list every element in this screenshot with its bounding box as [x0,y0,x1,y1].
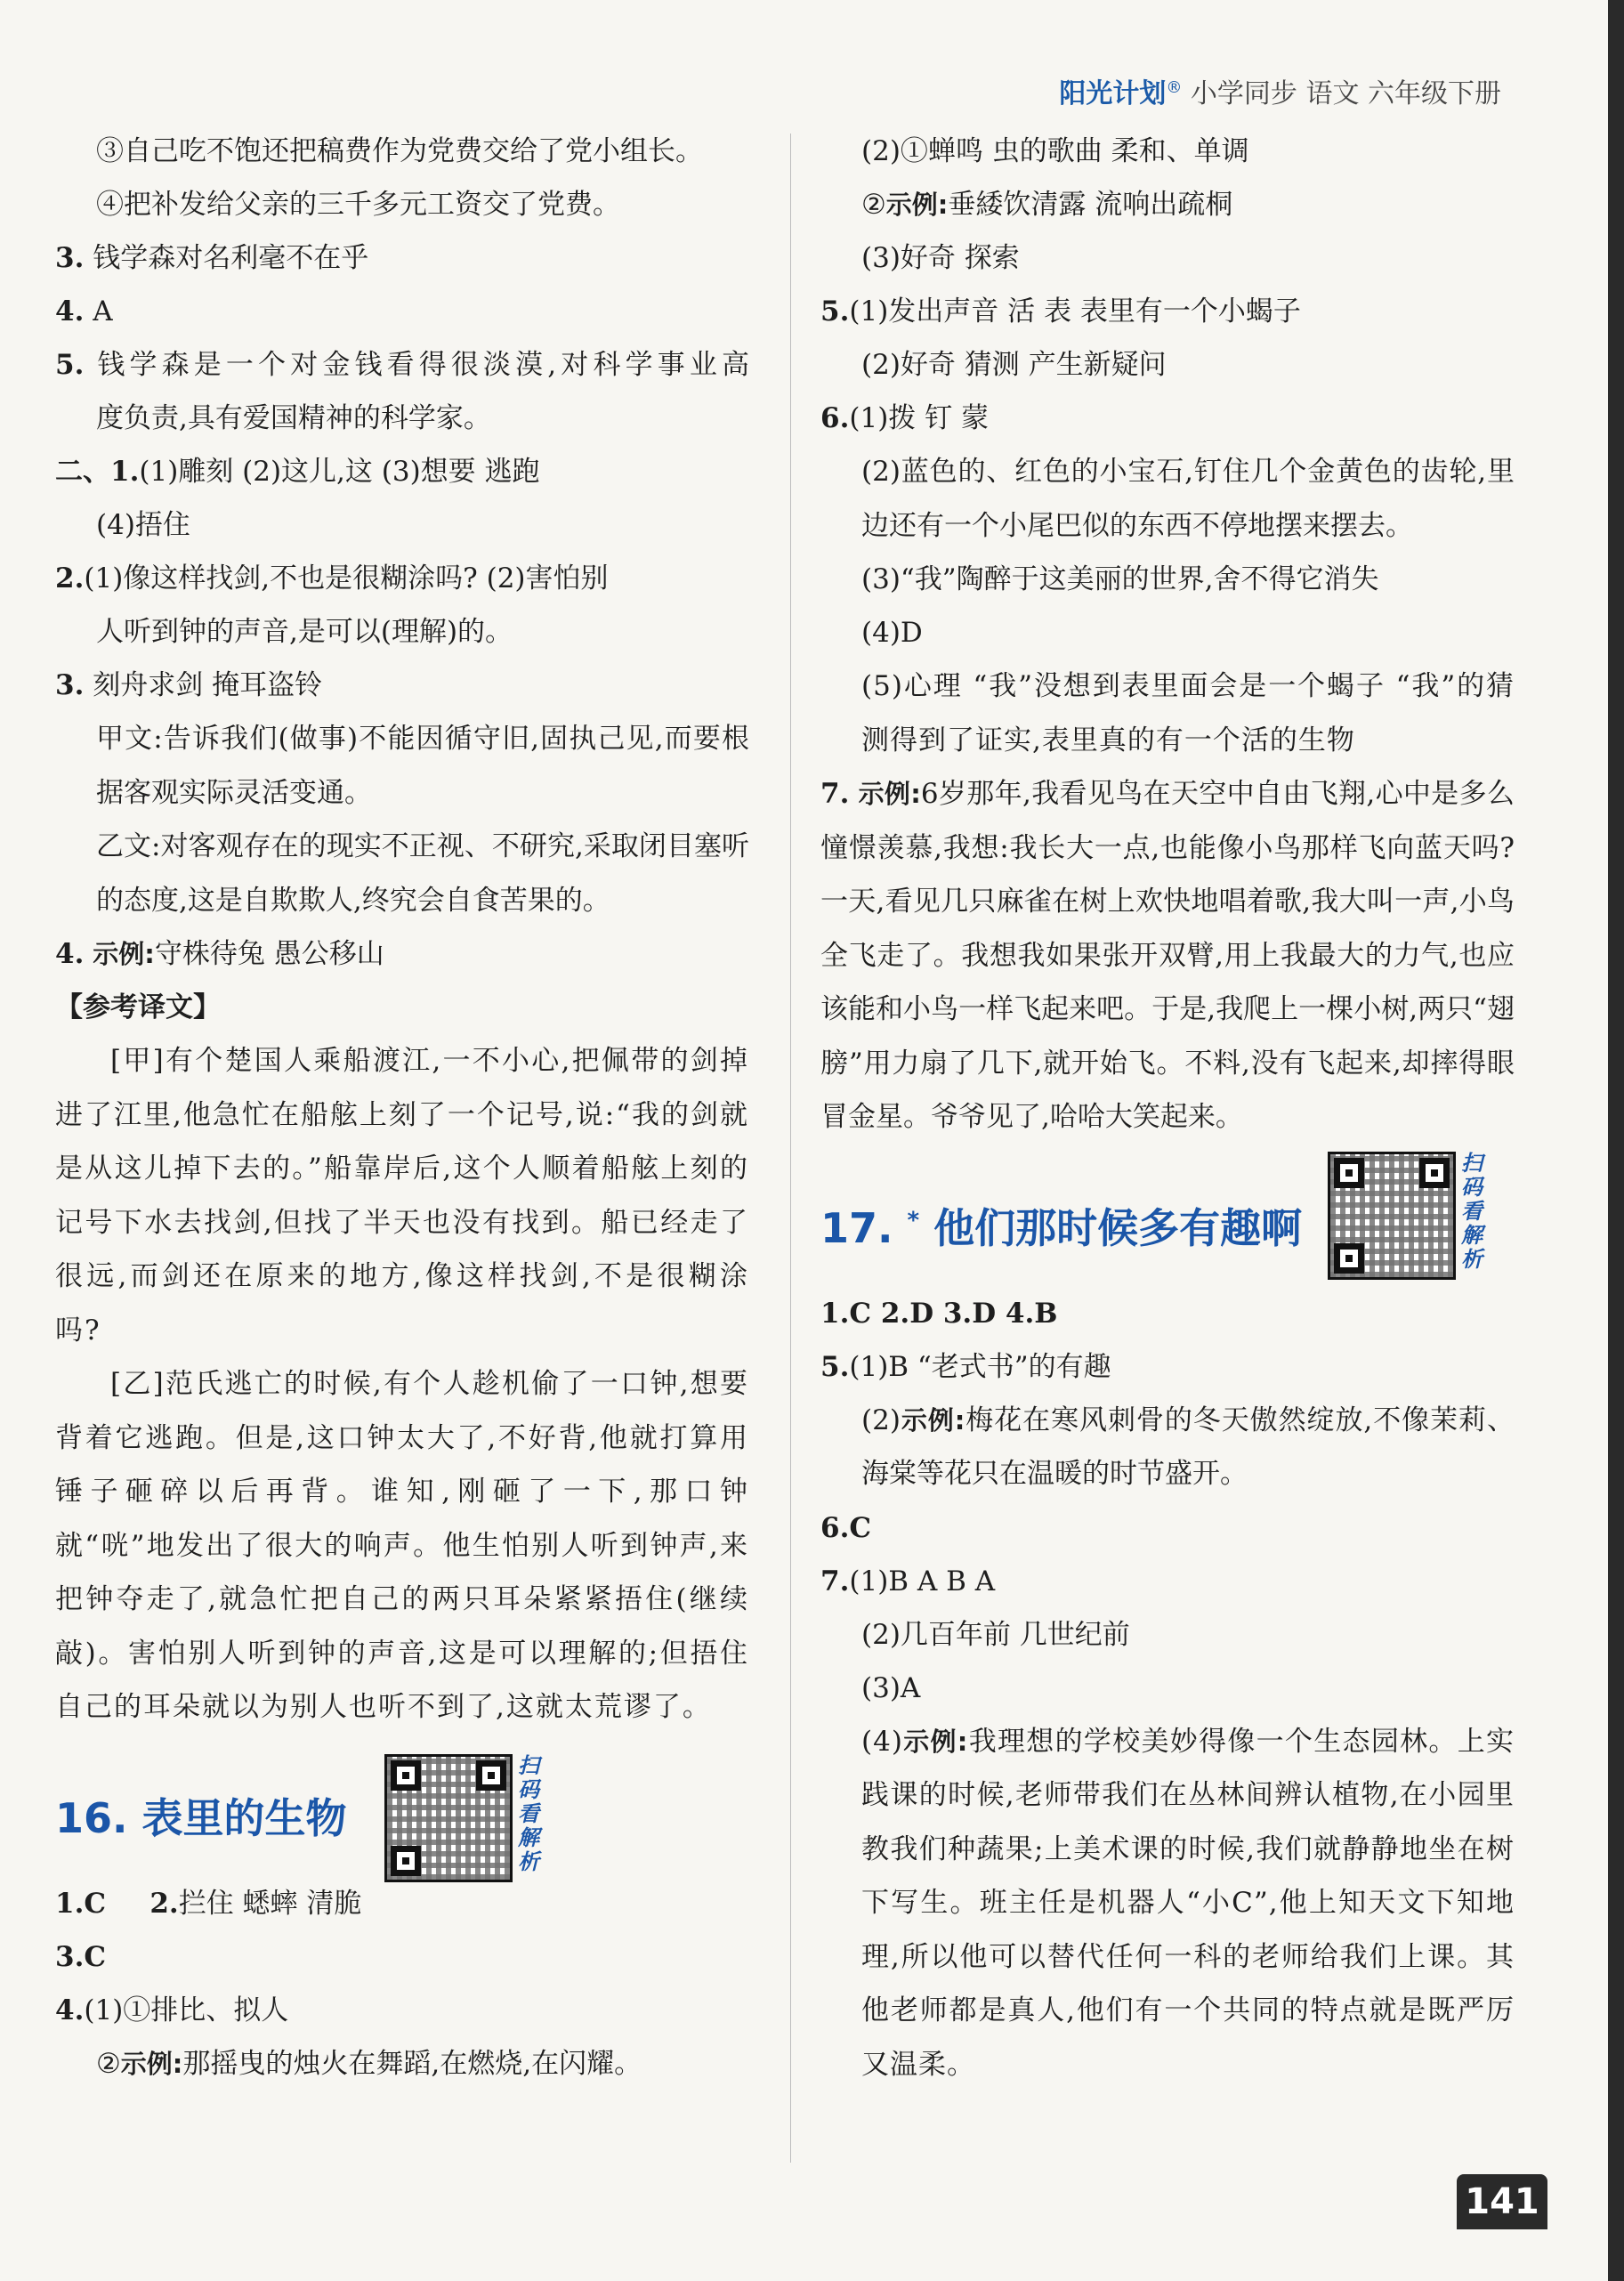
section-2-answer-4: 4. 示例:守株待兔 愚公移山 [55,938,384,970]
answer-16-3: 3.C [55,1940,107,1973]
answer-17-1-4: 1.C 2.D 3.D 4.B [820,1297,1058,1330]
scan-for-analysis-label: 扫码看解析 [1461,1150,1483,1272]
answer-16-4-cont: ②示例:那摇曳的烛火在舞蹈,在燃烧,在闪耀。 [96,2047,642,2080]
page-number: 141 [1457,2174,1547,2229]
section-2-answer-3: 3. 刻舟求剑 掩耳盗铃 [55,669,323,701]
section-2-answer-1-cont: (4)捂住 [96,509,190,541]
answer-17-7: 7.(1)B A B A [820,1565,996,1598]
answer-5: 5.(1)发出声音 活 表 表里有一个小蝎子 [820,295,1301,328]
answer-16-4: 4.(1)①排比、拟人 [55,1994,289,2026]
section-16-header [55,1735,749,1877]
answer-3: 3. 钱学森对名利毫不在乎 [55,242,369,274]
scan-for-analysis-label: 扫码看解析 [518,1752,539,1874]
translation-yi: [乙]范氏逃亡的时候,有个人趁机偷了一口钟,想要背着它逃跑。但是,这口钟太大了,不好背,他就打算用锤子砸碎以后再背。谁知,刚砸了一下,那口钟就“咣”地发出了很大的响声。他生怕别人听到钟声,来把钟夺走了,就急忙把自己的两只耳朵紧紧捂住(继续敲)。害怕别人听到钟的声音,这是可以理解的;但捂住自己的耳朵就以为别人也听不到了,这就太荒谬了。 [55,1368,749,1723]
answer-line: ③自己吃不饱还把稿费作为党费交给了党小组长。 [96,135,703,167]
answer-line: (2)①蝉鸣 虫的歌曲 柔和、单调 [861,135,1249,167]
answer-16-1-2: 1.C 2.拦住 蟋蟀 清脆 [55,1887,362,1920]
answer-6-4: (4)D [861,617,923,649]
translation-jia: [甲]有个楚国人乘船渡江,一不小心,把佩带的剑掉进了江里,他急忙在船舷上刻了一个记号,说:“我的剑就是从这儿掉下去的。”船靠岸后,这个人顺着船舷上刻的记号下水去找剑,但找了半天也没有找到。船已经走了很远,而剑还在原来的地方,像这样找剑,不是很糊涂吗? [55,1045,749,1347]
page-header [1059,71,1501,110]
answer-5-cont: (2)好奇 猜测 产生新疑问 [861,349,1167,381]
registered-mark: ® [1166,78,1183,97]
answer-line: ④把补发给父亲的三千多元工资交了党费。 [96,189,620,221]
answer-7: 7. 示例:6岁那年,我看见鸟在天空中自由飞翔,心中是多么憧憬羡慕,我想:我长大一点,也能像小鸟那样飞向蓝天吗?一天,看见几只麻雀在树上欢快地唱着歌,我大叫一声,小鸟全飞走了。我想我如果张开双臂,用上我最大的力气,也应该能和小鸟一样飞起来吧。于是,我爬上一棵小树,两只“翅膀”用力扇了几下,就开始飞。不料,没有飞起来,却摔得眼冒金星。爷爷见了,哈哈大笑起来。 [820,778,1515,1133]
book-subtitle: 小学同步 语文 六年级下册 [1182,78,1501,109]
answer-line: (3)好奇 探索 [861,242,1020,274]
qr-code-17[interactable] [1328,1150,1483,1280]
answer-17-7-2: (2)几百年前 几世纪前 [861,1618,1130,1651]
right-column [820,125,1515,2091]
answer-5: 5. 钱学森是一个对金钱看得很淡漠,对科学事业高 [55,349,749,381]
page-edge [1608,0,1624,2281]
answer-17-7-3: (3)A [861,1671,921,1704]
answer-17-5: 5.(1)B “老式书”的有趣 [820,1350,1111,1383]
section-2-answer-2: 2.(1)像这样找剑,不也是很糊涂吗? (2)害怕别 [55,562,609,595]
column-divider [790,133,791,2163]
section-17-header [820,1145,1515,1287]
brand-name: 阳光计划 [1059,78,1167,109]
answer-6: 6.(1)拨 钉 蒙 [820,402,989,434]
answer-17-6: 6.C [820,1511,872,1544]
answer-6-5: (5)心理 “我”没想到表里面会是一个蝎子 “我”的猜测得到了证实,表里真的有一个活的生物 [861,670,1515,756]
qr-code-16[interactable] [384,1752,539,1882]
answer-6-3: (3)“我”陶醉于这美丽的世界,舍不得它消失 [861,563,1379,595]
left-column [55,125,749,2091]
answer-17-7-4: (4)示例:我理想的学校美妙得像一个生态园林。上实践课的时候,老师带我们在丛林间辨认植物,在小园里教我们种蔬果;上美术课的时候,我们就静静地坐在树下写生。班主任是机器人“小C”,他上知天文下知地理,所以他可以替代任何一科的老师给我们上课。其他老师都是真人,他们有一个共同的特点就是既严厉又温柔。 [861,1725,1515,2081]
section-2-answer-1: 二、1.(1)雕刻 (2)这儿,这 (3)想要 逃跑 [55,456,540,488]
section-2-answer-2-cont: 人听到钟的声音,是可以(理解)的。 [96,616,513,648]
section-17-title: 17. * 他们那时候多有趣啊 [820,1203,1303,1252]
answer-4: 4. A [55,295,113,328]
answer-17-5-2: (2)示例:梅花在寒风刺骨的冬天傲然绽放,不像茉莉、海棠等花只在温暖的时节盛开。 [861,1403,1515,1490]
explanation-jia: 甲文:告诉我们(做事)不能因循守旧,固执己见,而要根据客观实际灵活变通。 [96,723,749,809]
reference-translation-title: 【参考译文】 [55,991,221,1023]
qr-code-icon [1328,1152,1456,1280]
answer-6-2: (2)蓝色的、红色的小宝石,钉住几个金黄色的齿轮,里边还有一个小尾巴似的东西不停地摆来摆去。 [861,456,1515,542]
qr-code-icon [384,1754,513,1882]
answer-line: ②示例:垂緌饮清露 流响出疏桐 [861,189,1233,221]
explanation-yi: 乙文:对客观存在的现实不正视、不研究,采取闭目塞听的态度,这是自欺欺人,终究会自食苦果的。 [96,830,749,917]
answer-5-cont: 度负责,具有爱国精神的科学家。 [96,402,491,434]
section-16-title: 16. 表里的生物 [55,1793,347,1842]
